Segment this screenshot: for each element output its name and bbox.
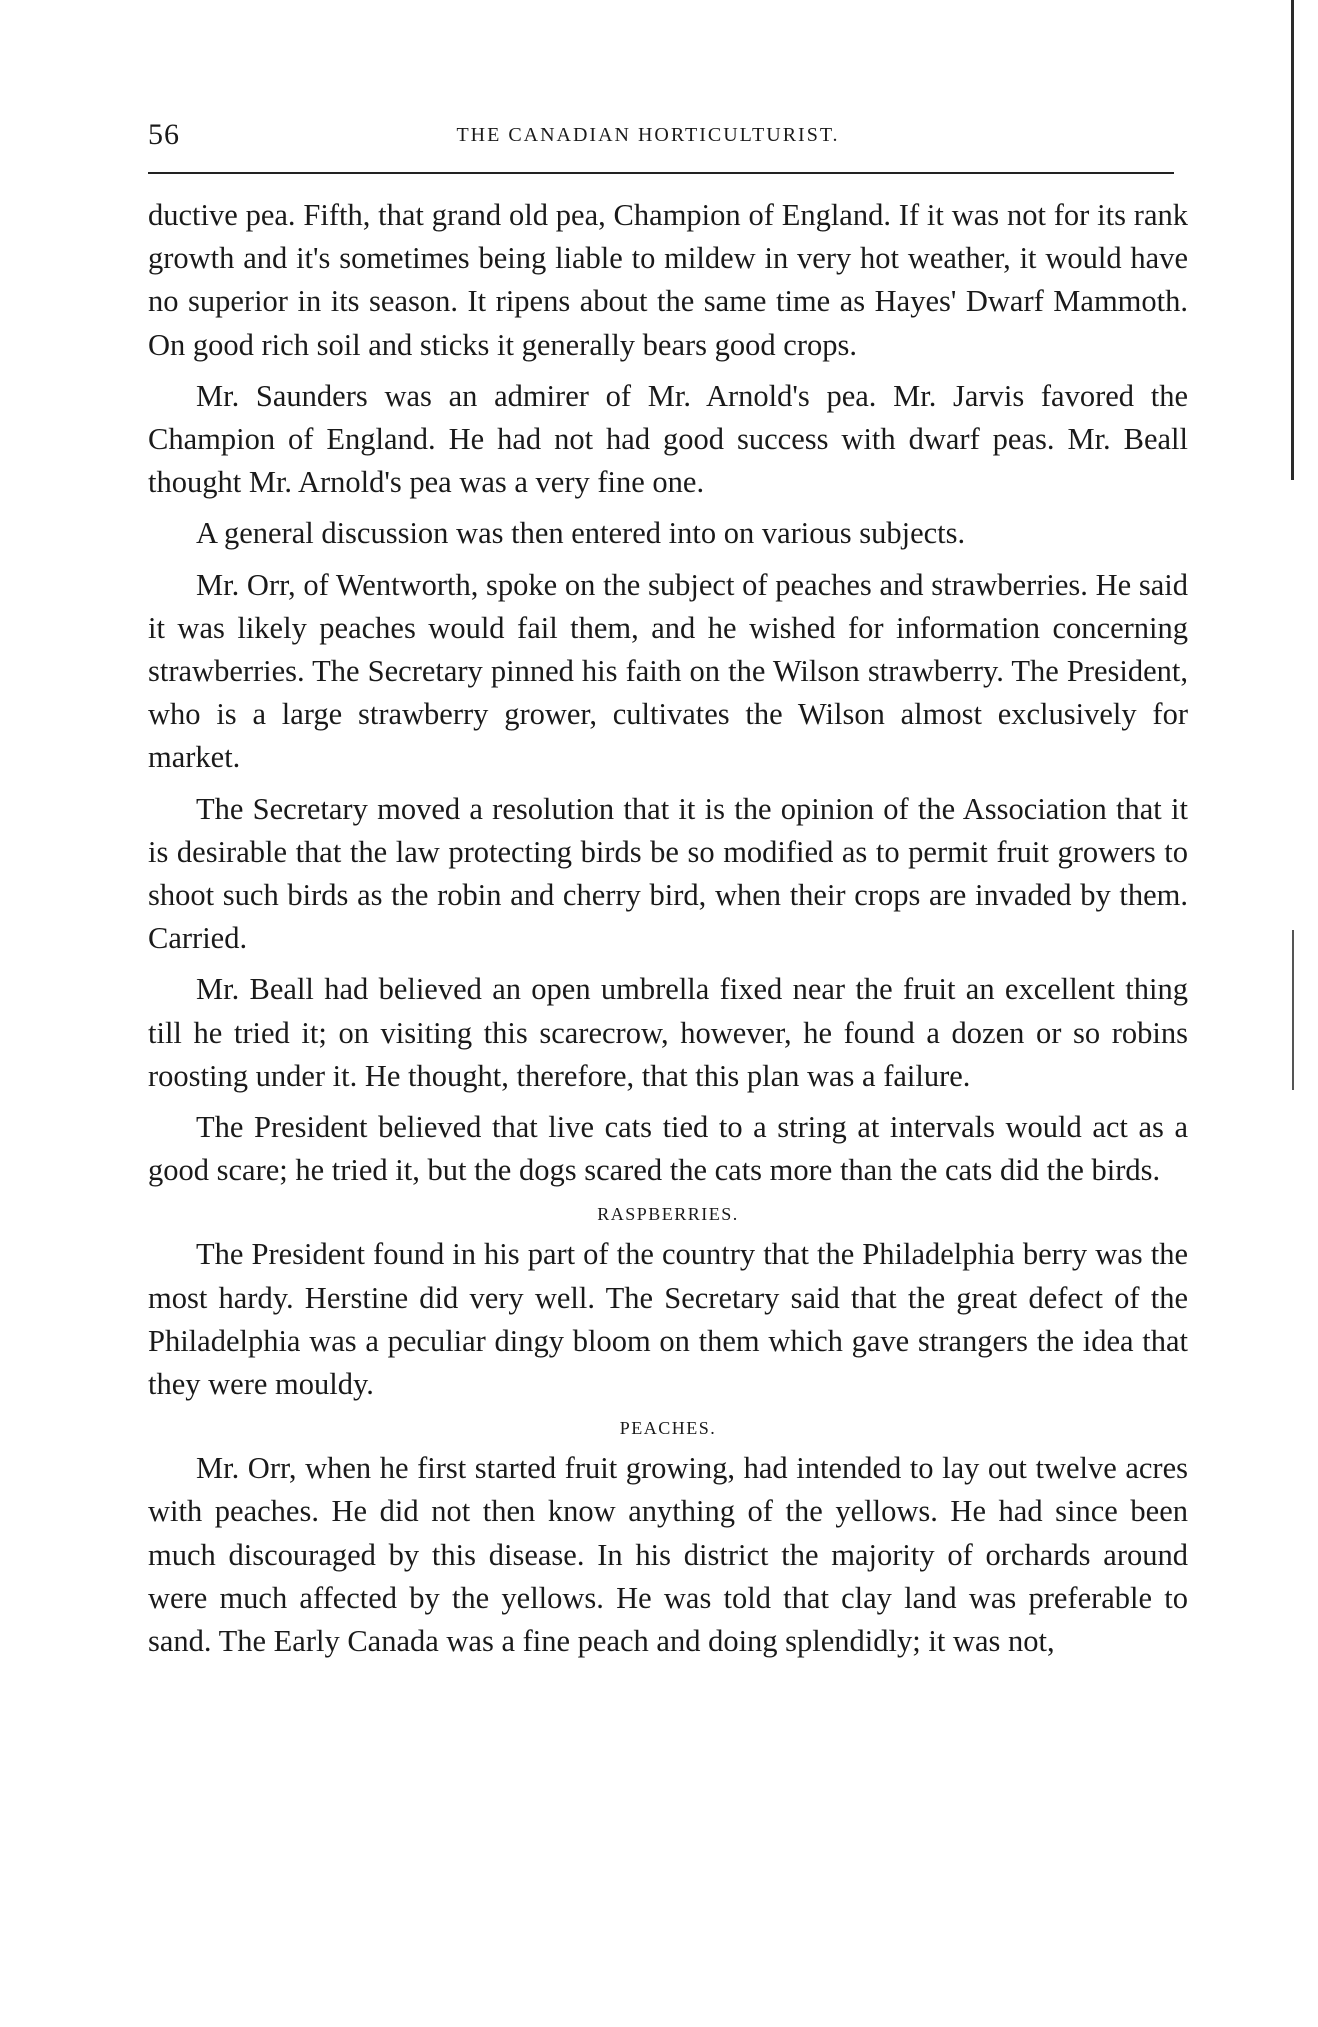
paragraph: A general discussion was then entered into on various subjects. <box>196 516 966 551</box>
paragraph: The Secretary moved a resolution that it is the opinion of the Association that it is desirable that the law protecting birds be so modified as to permit fruit growers to shoot such birds as the robin and cherry bird, when their crops are invaded by them. Carried. <box>148 791 1188 956</box>
page-number: 56 <box>148 118 180 151</box>
section-heading-raspberries: RASPBERRIES. <box>597 1204 739 1225</box>
scan-edge-line <box>1291 0 1294 480</box>
header-rule <box>148 172 1174 174</box>
running-title: THE CANADIAN HORTICULTURIST. <box>456 124 840 146</box>
paragraph: The President found in his part of the country that the Philadelphia berry was the most hardy. Herstine did very well. The Secretary said that the great defect of the Philadelphia was a peculiar dingy bloom on them which gave strangers the idea that they were mouldy. <box>148 1237 1188 1402</box>
book-page <box>148 118 1188 1663</box>
paragraph: The President believed that live cats tied to a string at intervals would act as a good scare; he tried it, but the dogs scared the cats more than the cats did the birds. <box>148 1110 1188 1188</box>
paragraph: Mr. Beall had believed an open umbrella fixed near the fruit an excellent thing till he tried it; on visiting this scarecrow, however, he found a dozen or so robins roosting under it. He thought, therefore, that this plan was a failure. <box>148 972 1188 1093</box>
paragraph: Mr. Orr, of Wentworth, spoke on the subject of peaches and strawberries. He said it was likely peaches would fail them, and he wished for information concerning strawberries. The Secretary pinned his faith on the Wilson strawberry. The President, who is a large strawberry grower, cultivates the Wilson almost exclusively for market. <box>148 567 1188 775</box>
paragraph: Mr. Saunders was an admirer of Mr. Arnold's pea. Mr. Jarvis favored the Champion of England. He had not had good success with dwarf peas. Mr. Beall thought Mr. Arnold's pea was a very fine one. <box>148 378 1188 500</box>
running-head <box>148 118 1188 158</box>
paragraph: ductive pea. Fifth, that grand old pea, Champion of England. If it was not for its rank growth and it's sometimes being liable to mildew in very hot weather, it would have no superior in its season. It ripens about the same time as Hayes' Dwarf Mammoth. On good rich soil and sticks it generally bears good crops. <box>148 198 1188 362</box>
paragraph: Mr. Orr, when he first started fruit growing, had intended to lay out twelve acres with peaches. He did not then know anything of the yellows. He had since been much discouraged by this disease. In his district the majority of orchards around were much affected by the yellows. He was told that clay land was preferable to sand. The Early Canada was a fine peach and doing splendidly; it was not, <box>148 1451 1188 1659</box>
section-heading-peaches: PEACHES. <box>619 1418 717 1439</box>
body-text <box>148 194 1188 1663</box>
scan-edge-line-lower <box>1292 930 1294 1090</box>
